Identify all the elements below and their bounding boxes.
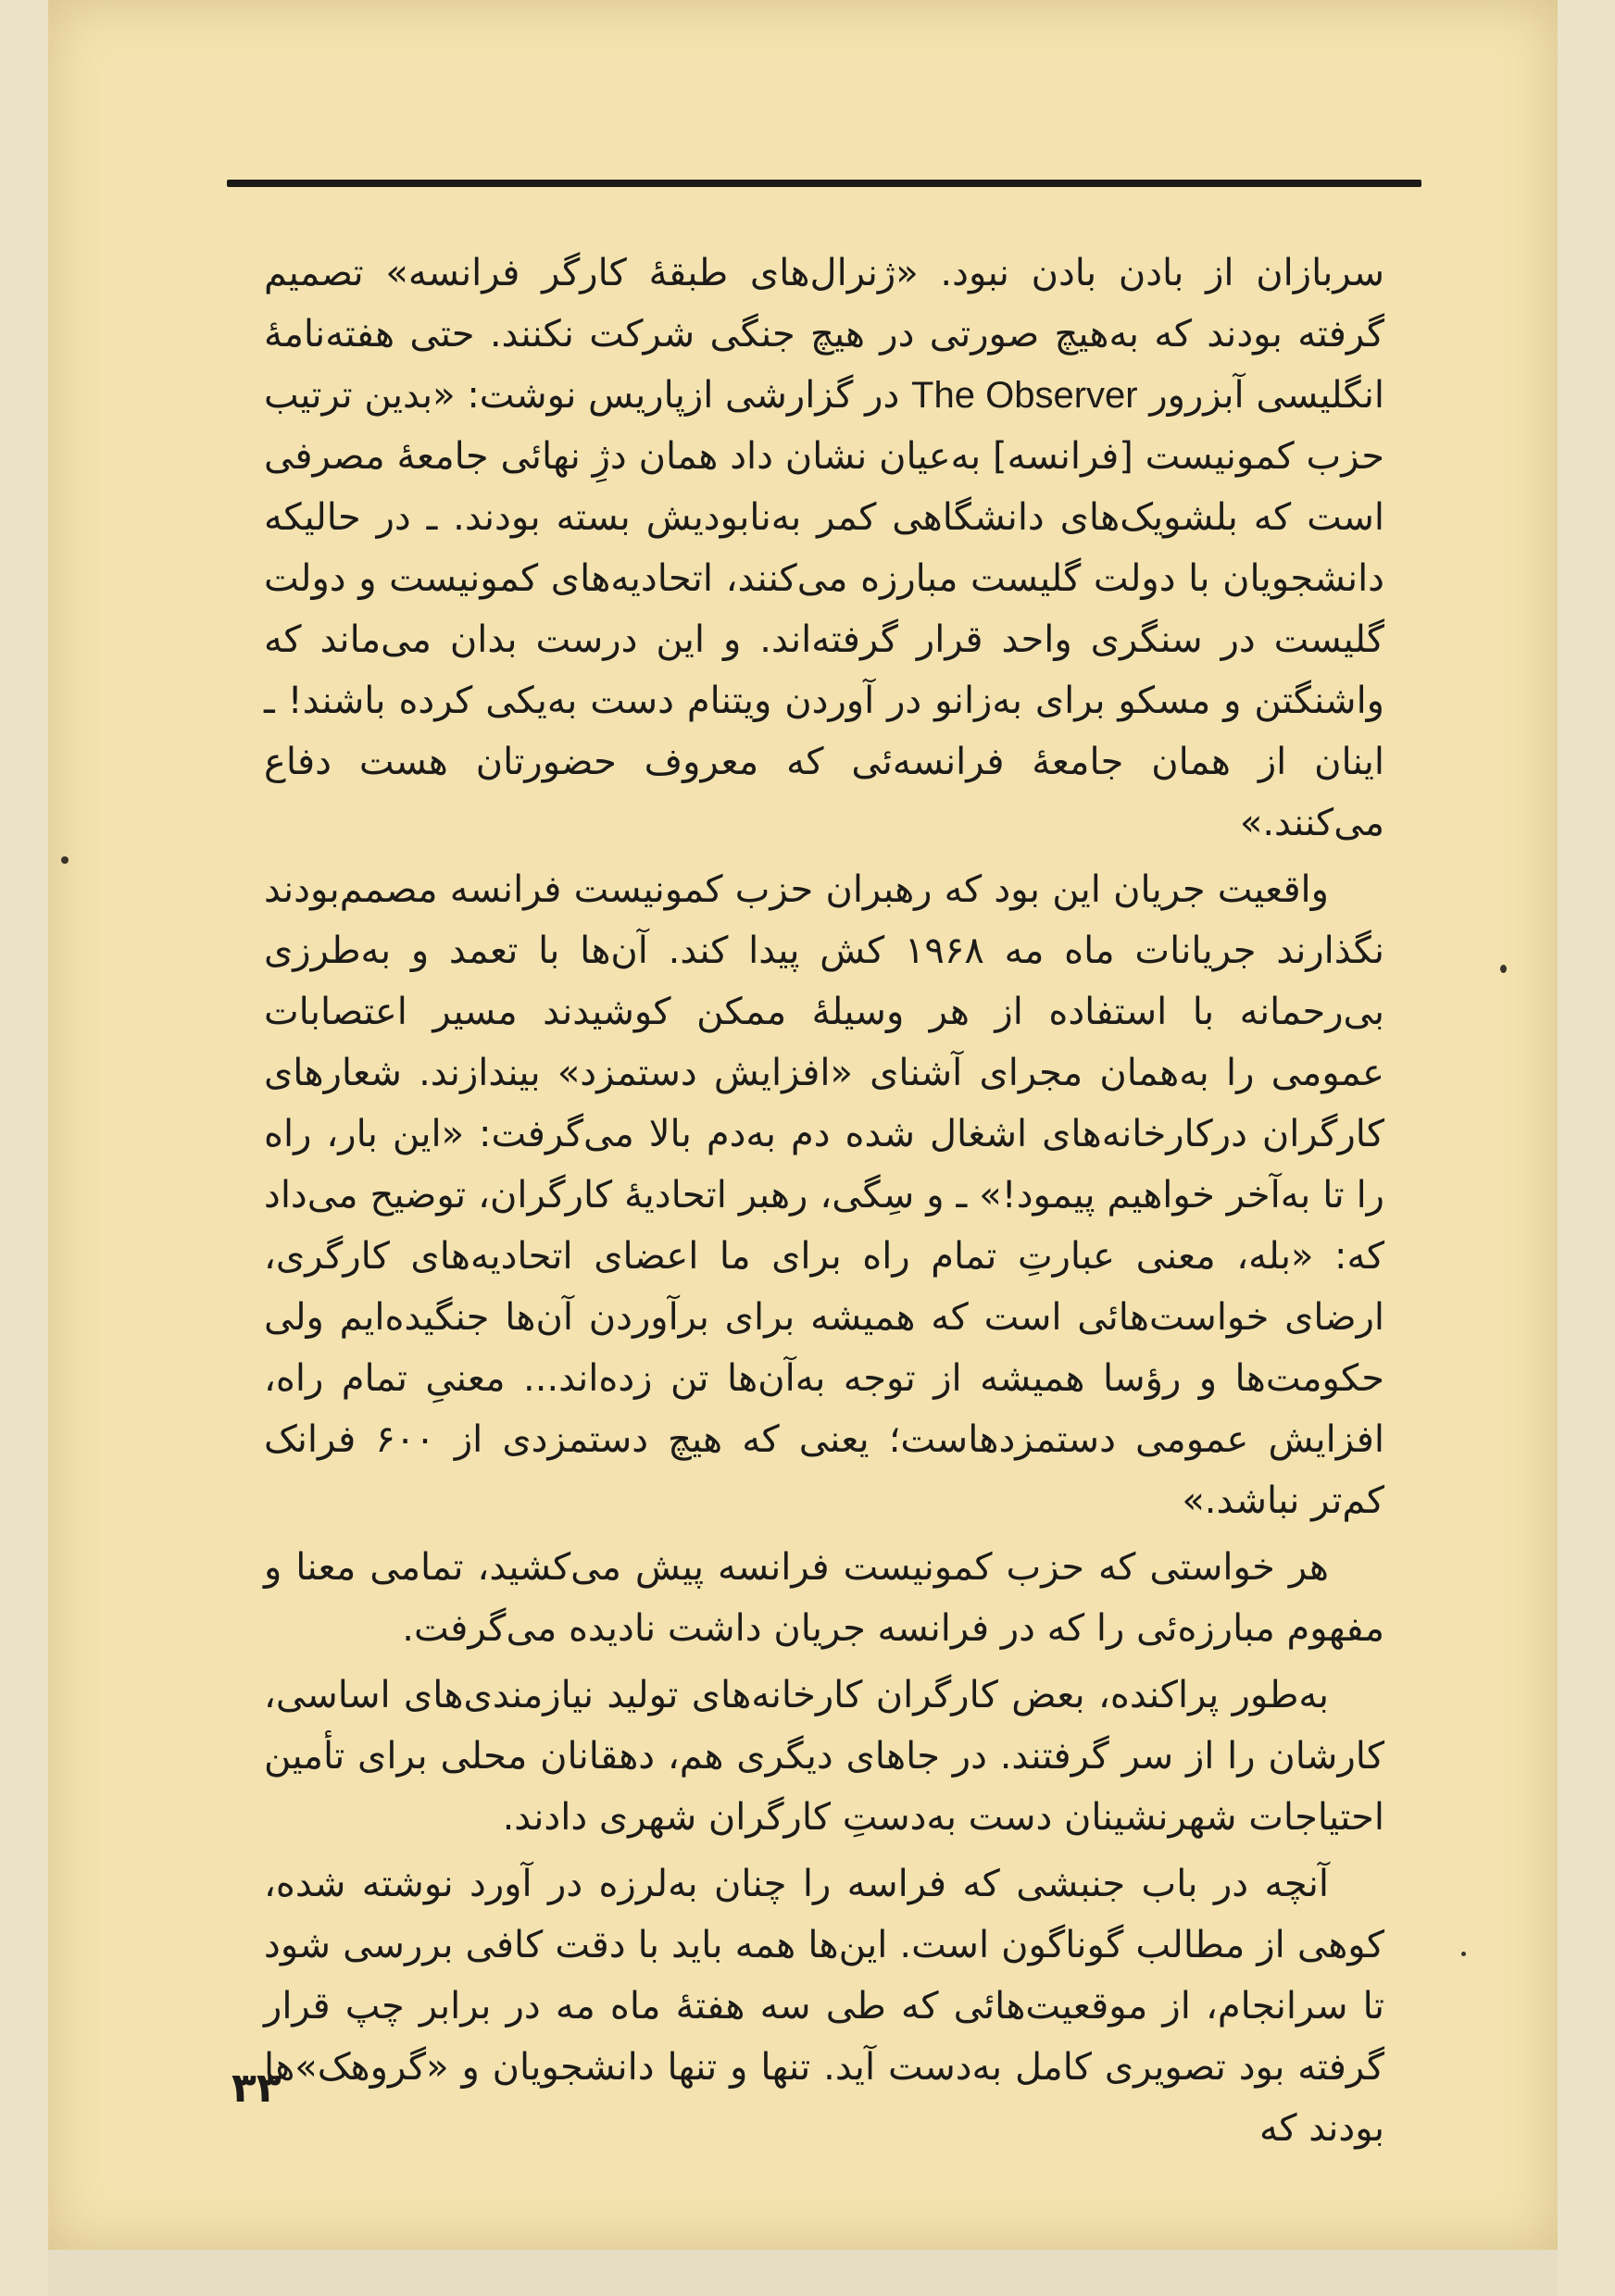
header-rule [227,180,1421,187]
paragraph-1-part-a: سربازان از بادن بادن نبود. «ژنرال‌های طبقهٔ کارگر فرانسه» تصمیم گرفته بودند که به‌هیچ صورتی در هیچ جنگی شرکت نکنند. حتی هفته‌نامهٔ انگلیسی آبزرور [264,252,1384,417]
page-number: ۳۳ [232,2065,282,2112]
paragraph-1 [264,243,1384,854]
scan-background [48,2250,1558,2296]
english-title: The Observer [911,375,1138,416]
paper-speck [1500,965,1507,973]
paper-speck [61,856,69,864]
paragraph-3: هر خواستی که حزب کمونیست فرانسه پیش می‌کشید، تمامی معنا و مفهوم مبارزه‌ئی را که در فرانسه جریان داشت نادیده می‌گرفت. [264,1546,1384,1650]
body-text [264,243,1384,2165]
paragraph-4: به‌طور پراکنده، بعض کارگران کارخانه‌های تولید نیازمندی‌های اساسی، کارشان را از سر گرفتند. در جاهای دیگری هم، دهقانان محلی برای تأمین احتیاجات شهرنشینان دست به‌دستِ کارگران شهری دادند. [264,1674,1384,1839]
paper-speck [1461,1952,1466,1956]
paragraph-2: واقعیت جریان این بود که رهبران حزب کمونیست فرانسه مصمم‌بودند نگذارند جریانات ماه مه ۱۹۶۸ کش پیدا کند. آن‌ها با تعمد و به‌طرزی بی‌رحمانه با استفاده از هر وسیلهٔ ممکن کوشیدند مسیر اعتصابات عمومی را به‌همان مجرای آشنای «افزایش دستمزد» بیندازند. شعارهای کارگران درکارخانه‌های اشغال شده دم به‌دم بالا می‌گرفت: «این بار، راه را تا به‌آخر خواهیم پیمود!» ـ و سِگی، رهبر اتحادیهٔ کارگران، توضیح می‌داد که: «بله، معنی عبارتِ تمام راه برای ما اعضای اتحادیه‌های کارگری، ارضای خواست‌هائی است که همیشه برای برآوردن آن‌ها جنگیده‌ایم ولی حکومت‌ها و رؤسا همیشه از توجه به‌آن‌ها تن زده‌اند... معنیِ تمام راه، افزایش عمومی دستمزدهاست؛ یعنی که هیچ دستمزدی از ۶۰۰ فرانک کم‌تر نباشد.» [264,868,1385,1522]
paragraph-5: آنچه در باب جنبشی که فراسه را چنان به‌لرزه در آورد نوشته شده، کوهی از مطالب گوناگون است. این‌ها همه باید با دقت کافی بررسی شود تا سرانجام، از موقعیت‌هائی که طی سه هفتهٔ ماه مه در برابر چپ قرار گرفته بود تصویری کامل به‌دست آید. تنها و تنها دانشجویان و «گروهک»ها بودند که [264,1863,1384,2150]
paragraph-1-part-b: در گزارشی ازپاریس نوشت: «بدین ترتیب حزب کمونیست [فرانسه] به‌عیان نشان داد همان دژِ نهائی جامعهٔ مصرفی است که بلشویک‌های دانشگاهی کمر به‌نابودیش بسته بودند. ـ در حالیکه دانشجویان با دولت گلیست مبارزه می‌کنند، اتحادیه‌های کمونیست و دولت گلیست در سنگری واحد قرار گرفته‌اند. و این درست بدان می‌ماند که واشنگتن و مسکو برای به‌زانو در آوردن ویتنام دست به‌یکی کرده باشند! ـ اینان از همان جامعهٔ فرانسه‌ئی که معروف حضورتان هست دفاع می‌کنند.» [264,374,1384,844]
